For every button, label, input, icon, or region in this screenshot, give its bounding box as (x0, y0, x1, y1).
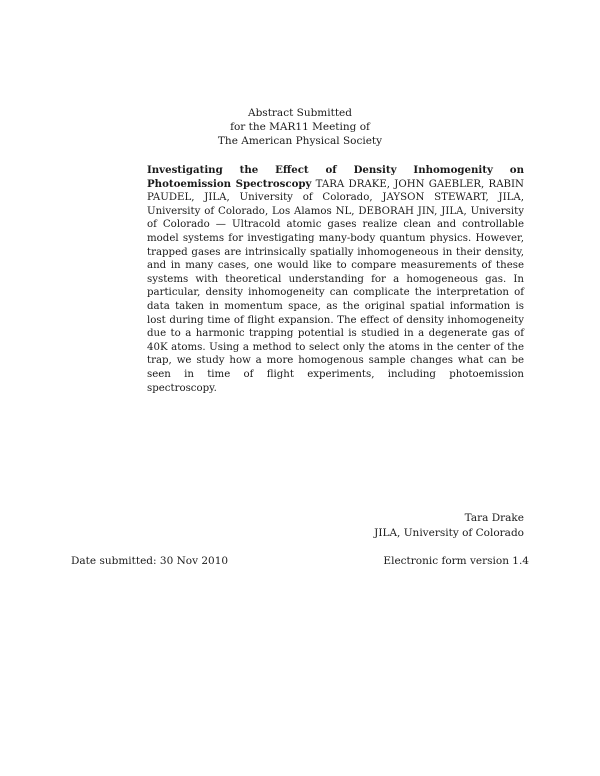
abstract-paragraph (147, 164, 524, 395)
signature-name: Tara Drake (464, 512, 524, 524)
header-line-society: The American Physical Society (217, 135, 383, 147)
submission-header (0, 106, 600, 148)
signature-affiliation: JILA, University of Colorado (374, 526, 524, 539)
signature-block (374, 511, 524, 540)
abstract-title: Investigating the Effect of Density Inhomogenity on Photoemission Spectroscopy (147, 164, 524, 190)
date-submitted: Date submitted: 30 Nov 2010 (71, 555, 229, 567)
form-version: Electronic form version 1.4 (383, 555, 529, 567)
header-line-abstract-submitted: Abstract Submitted (248, 107, 352, 119)
abstract-authors: TARA DRAKE, JOHN GAEBLER, RABIN PAUDEL, JILA, University of Colorado, JAYSON STEWART, JILA, University of Colorado, Los Alamos NL, DEBORAH JIN, JILA, University of Colorado (147, 178, 524, 231)
abstract-body: Ultracold atomic gases realize clean and controllable model systems for investigating many-body quantum physics. However, trapped gases are intrinsically spatially inhomogeneous in their density, and in many cases, one would like to compare measurements of these systems with theoretical understanding for a homogeneous gas. In particular, density inhomogeneity can complicate the interpretation of data taken in momentum space, as the original spatial information is lost during time of flight expansion. The effect of density inhomogeneity due to a harmonic trapping potential is studied in a degenerate gas of 40K atoms. Using a method to select only the atoms in the center of the trap, we study how a more homogenous sample changes what can be seen in time of flight experiments, including photoemission spectroscopy. (147, 219, 524, 394)
abstract-separator: — (209, 219, 232, 231)
header-line-meeting: for the MAR11 Meeting of (230, 121, 370, 133)
